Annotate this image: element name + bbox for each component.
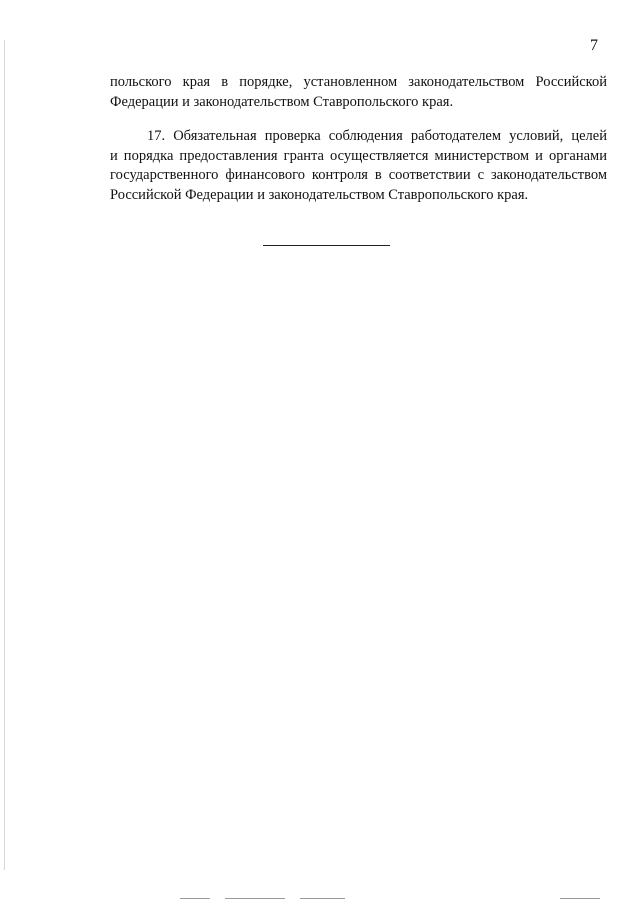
scan-artifact [560, 898, 600, 899]
paragraph-continuation [110, 73, 607, 112]
scan-artifact [300, 898, 345, 899]
end-divider-line [263, 245, 390, 246]
text-line: польского края в порядке, установленном законодательством Российской [110, 74, 607, 90]
paragraph-item-17 [110, 127, 607, 205]
scan-artifact [225, 898, 285, 899]
text-line: и порядка предоставления гранта осуществляется министерством и органами [110, 147, 607, 164]
scan-left-edge [4, 40, 5, 870]
scan-artifact [180, 898, 210, 899]
text-line: Российской Федерации и законодательством Ставропольского края. [110, 186, 529, 203]
text-line: 17. Обязательная проверка соблюдения работодателем условий, целей [147, 128, 607, 144]
page-number: 7 [590, 37, 598, 54]
text-line: Федерации и законодательством Ставропольского края. [110, 93, 454, 110]
text-line: государственного финансового контроля в соответствии с законодательством [110, 167, 607, 183]
